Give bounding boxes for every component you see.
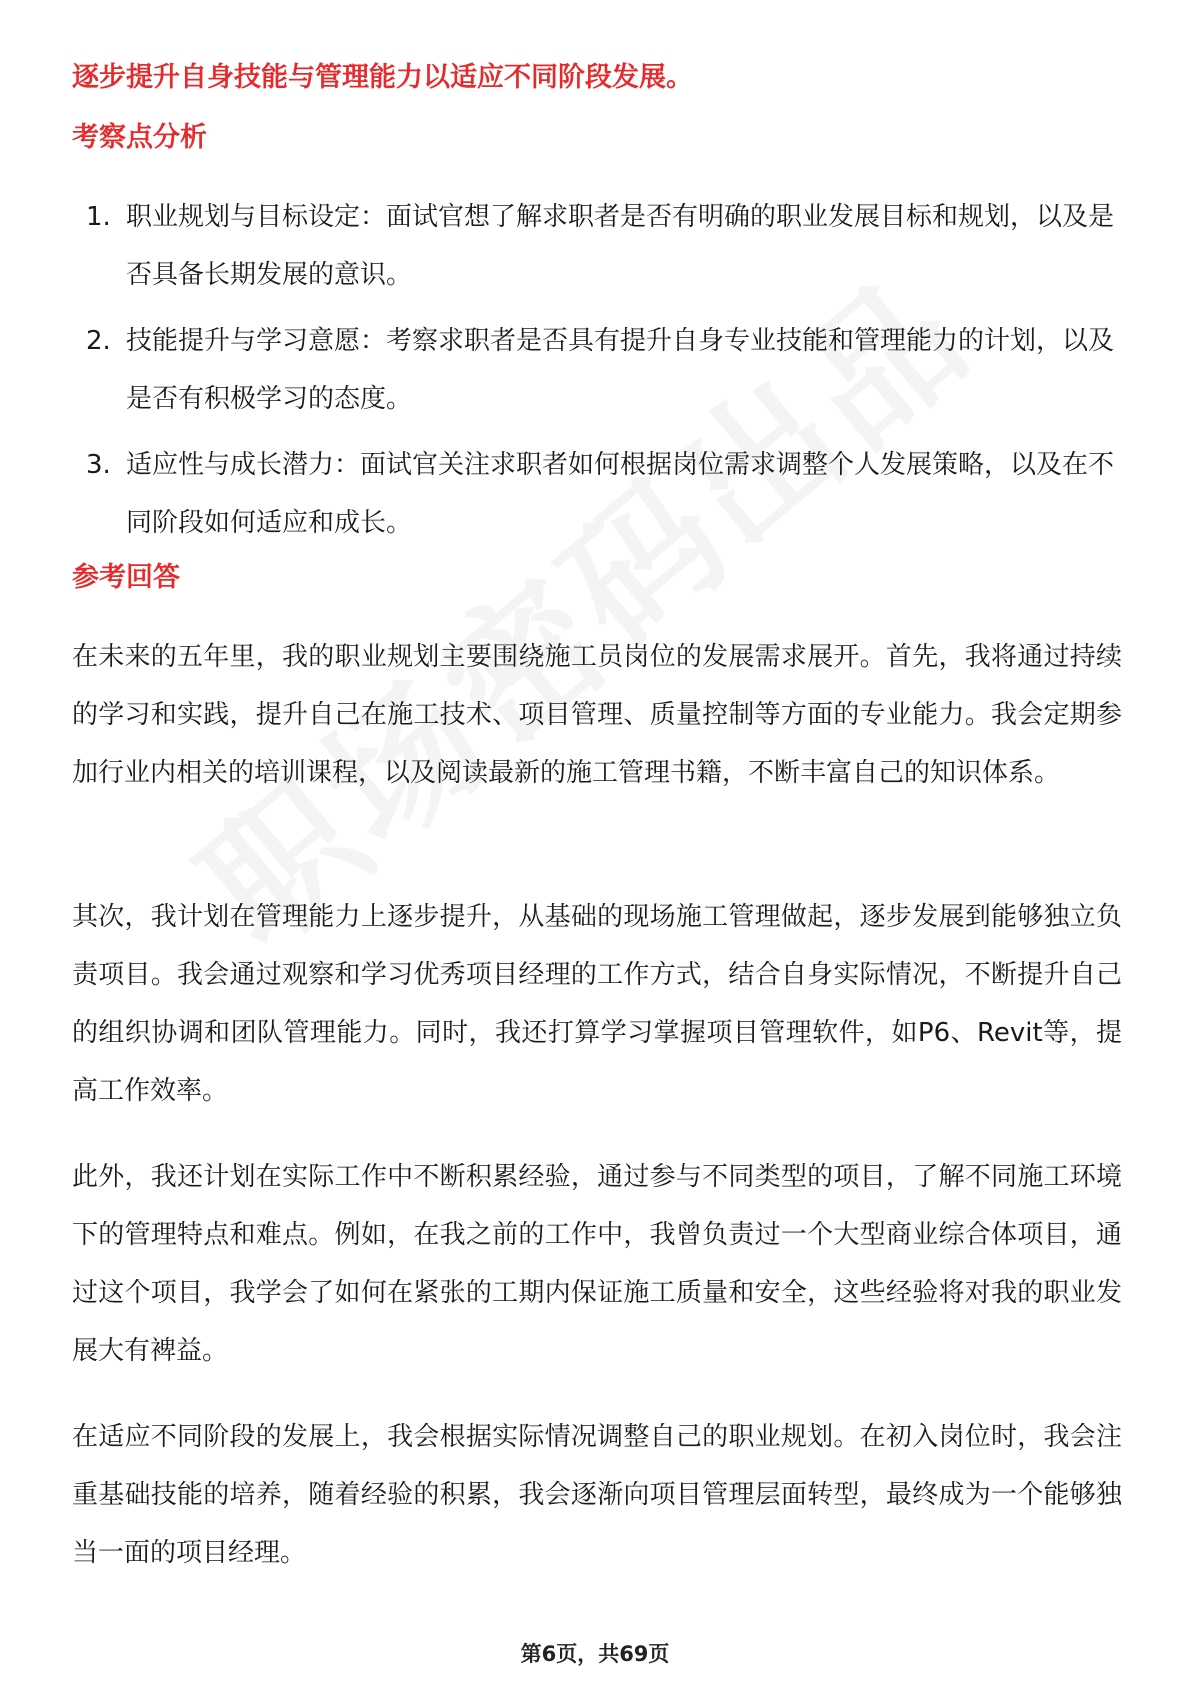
page-footer: 第6页，共69页 xyxy=(520,1642,670,1666)
list-item-text: 技能提升与学习意愿：考察求职者是否具有提升自身专业技能和管理能力的计划，以及是否有积极学习的态度。 xyxy=(126,326,1115,414)
list-item-text: 适应性与成长潜力：面试官关注求职者如何根据岗位需求调整个人发展策略，以及在不同阶段如何适应和成长。 xyxy=(126,450,1115,538)
answer-paragraph: 其次，我计划在管理能力上逐步提升，从基础的现场施工管理做起，逐步发展到能够独立负责项目。我会通过观察和学习优秀项目经理的工作方式，结合自身实际情况，不断提升自己的组织协调和团队管理能力。同时，我还打算学习掌握项目管理软件，如P6、Revit等，提高工作效率。 xyxy=(72,902,1122,1106)
list-item-number: 3. xyxy=(86,450,111,480)
list-item xyxy=(72,312,1122,428)
answer-paragraph: 此外，我还计划在实际工作中不断积累经验，通过参与不同类型的项目，了解不同施工环境下的管理特点和难点。例如，在我之前的工作中，我曾负责过一个大型商业综合体项目，通过这个项目，我学会了如何在紧张的工期内保证施工质量和安全，这些经验将对我的职业发展大有裨益。 xyxy=(72,1162,1122,1366)
list-item xyxy=(72,436,1122,552)
answer-paragraph: 在适应不同阶段的发展上，我会根据实际情况调整自己的职业规划。在初入岗位时，我会注重基础技能的培养，随着经验的积累，我会逐渐向项目管理层面转型，最终成为一个能够独当一面的项目经理。 xyxy=(72,1422,1122,1568)
answer-paragraph: 在未来的五年里，我的职业规划主要围绕施工员岗位的发展需求展开。首先，我将通过持续的学习和实践，提升自己在施工技术、项目管理、质量控制等方面的专业能力。我会定期参加行业内相关的培训课程，以及阅读最新的施工管理书籍，不断丰富自己的知识体系。 xyxy=(72,642,1122,788)
list-item-text: 职业规划与目标设定：面试官想了解求职者是否有明确的职业发展目标和规划，以及是否具备长期发展的意识。 xyxy=(126,202,1115,290)
list-item xyxy=(72,188,1122,304)
list-item-number: 2. xyxy=(86,326,111,356)
answer-heading: 参考回答 xyxy=(72,562,180,593)
analysis-list xyxy=(72,188,1122,560)
analysis-heading: 考察点分析 xyxy=(72,122,207,153)
list-item-number: 1. xyxy=(86,202,111,232)
lead-line: 逐步提升自身技能与管理能力以适应不同阶段发展。 xyxy=(72,62,693,93)
